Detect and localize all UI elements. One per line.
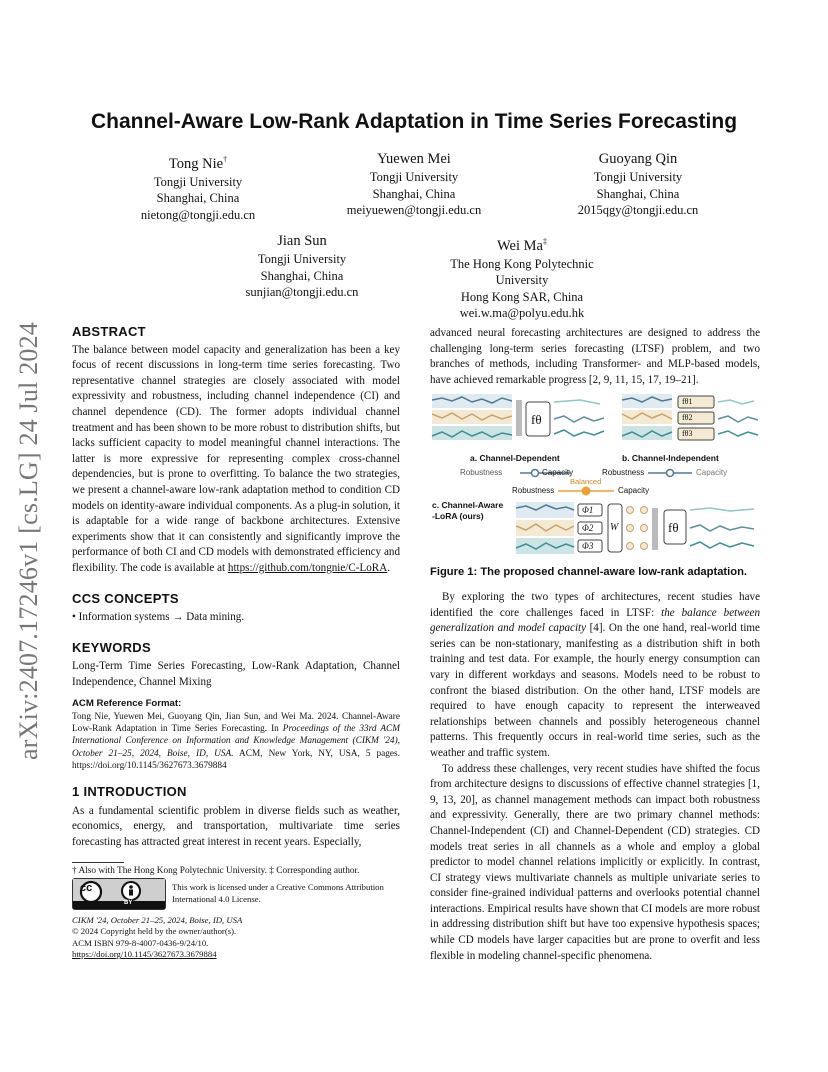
author-affiliation: Tongji University	[369, 170, 459, 184]
capacity-b: Capacity	[696, 468, 728, 477]
abstract-heading: ABSTRACT	[72, 324, 146, 339]
keywords-heading: KEYWORDS	[72, 639, 151, 655]
robustness-a: Robustness	[460, 468, 503, 477]
acm-ref-proceedings: Proceedings of the 33rd ACM International Conference on Information and Knowledge Management (CIKM '24), October 21–25, 2024, Boise, ID, USA.	[72, 724, 400, 759]
author-block-3	[538, 150, 738, 219]
panel-a-label: a. Channel-Dependent	[470, 453, 560, 463]
author-location: Shanghai, China	[156, 191, 240, 206]
panel-b-label: b. Channel-Independent	[622, 453, 719, 463]
cc-icon: cc	[80, 882, 93, 894]
author-location: Hong Kong SAR, China	[460, 289, 584, 304]
author-location: Shanghai, China	[372, 186, 456, 201]
by-icon: BY	[124, 900, 133, 906]
phi-2: Φ2	[582, 523, 594, 533]
f-theta-c: fθ	[668, 520, 679, 535]
author-mark: †	[223, 155, 228, 164]
copyright-line: © 2024 Copyright held by the owner/author(s).	[72, 926, 237, 937]
footnote-rule	[72, 862, 124, 863]
panel-a-inputs	[432, 394, 512, 440]
robustness-b: Robustness	[602, 468, 645, 477]
panel-b-inputs	[622, 394, 672, 440]
paper-title: Channel-Aware Low-Rank Adaptation in Time Series Forecasting	[90, 110, 738, 133]
acm-ref-doi: ACM, New York, NY, USA, 5 pages. https://doi.org/10.1145/3627673.3679884	[72, 748, 400, 771]
author-affiliation: Tongji University	[257, 252, 347, 266]
figure-caption: Figure 1: The proposed channel-aware low-rank adaptation.	[430, 566, 748, 578]
author-affiliation: Tongji University	[593, 170, 683, 184]
doi-link[interactable]: https://doi.org/10.1145/3627673.3679884	[72, 949, 217, 960]
panel-c-label-2: -LoRA (ours)	[432, 511, 484, 521]
conference-line: CIKM '24, October 21–25, 2024, Boise, ID, USA	[72, 915, 243, 925]
panel-c-inputs	[516, 502, 574, 554]
author-affiliation-line2: University	[495, 273, 549, 288]
f-theta-2: fθ2	[682, 413, 693, 422]
capacity-c: Capacity	[618, 486, 650, 495]
conference-info	[72, 915, 402, 961]
w-matrix: W	[610, 522, 619, 533]
right-paragraph-1b: [4]. On the one hand, real-world time series can be non-stationary, manifesting as a distribution shift in both training and test data. For example, the hourly energy consumption can vary in different workdays and seasons. Models need to be robust to confront the biased distribution. On the other hand, LTSF models are required to have enough capacity to represent the interweaved relationships between channels and possibly heterogeneous channel patterns. This frequently occurs in real-world time series, such as the weather and traffic system.	[430, 622, 760, 759]
author-affiliation: Tongji University	[153, 174, 243, 189]
author-name: Tong Nie	[168, 155, 224, 172]
ccs-heading: CCS CONCEPTS	[72, 590, 179, 606]
author-name: Guoyang Qin	[598, 151, 678, 167]
f-theta-a: fθ	[531, 412, 542, 427]
abstract-text: The balance between model capacity and generalization has been a key focus of recent discussions in long-term time series forecasting. Two representative channel strategies are closely associated with model expressivity and robustness, including channel independence (CI) and channel dependence (CD). The former adopts individual channel treatment and has been shown to be more robust to distribution shifts, but lacks sufficient capacity to model meaningful channel interactions. The latter is more expressive for representing complex cross-channel dependencies, but is prone to overfitting. To balance the two strategies, we present a channel-aware low-rank adaptation method to condition CD models on identity-aware individual components. As a plug-in solution, it is adaptable for a wide range of backbone architectures. Extensive experiments show that it can consistently and significantly improve the performance of both CI and CD models with demonstrated efficiency and flexibility. The code is available at	[72, 343, 400, 574]
license-text: This work is licensed under a Creative Commons Attribution International 4.0 License.	[172, 882, 384, 904]
intro-heading: 1 INTRODUCTION	[72, 784, 187, 800]
right-paragraph-1-italic: the balance between generalization and model capacity	[430, 606, 760, 635]
isbn-line: ACM ISBN 979-8-4007-0436-9/24/10.	[72, 937, 209, 948]
phi-1: Φ1	[582, 505, 594, 515]
right-paragraph-0: advanced neural forecasting architectures are designed to address the challenging long-term series forecasting (LTSF) problem, and two branches of methods, including Transformer- and MLP-based models, have achieved remarkable progress [2, 9, 11, 15, 17, 19–21].	[430, 327, 760, 386]
author-block-5	[422, 232, 622, 322]
author-email: sunjian@tongji.edu.cn	[245, 285, 359, 299]
author-block-1	[98, 150, 298, 223]
author-location: Shanghai, China	[596, 186, 680, 201]
f-theta-3: fθ3	[682, 429, 693, 438]
abstract-end: .	[387, 561, 390, 574]
author-affiliation: The Hong Kong Polytechnic	[450, 256, 594, 271]
right-paragraph-2: To address these challenges, very recent studies have shifted the focus from architecture designs to discussions of effective channel strategies [1, 9, 13, 20], as channel management methods can impact both robustness and expressivity. Generally, there are two primary channel methods: Channel-Independent (CI) and Channel-Dependent (CD) strategies. CD models treat series in all channels as a whole and employ a global predictor to model channel relations implicitly or explicitly. In contrast, CI strategy views multivariate channels as multiple univariate series to consider fine-grained individual patterns and overlooks potential channel interactions. Empirical results have shown that CI models are more robust in addressing distribution shift but have too expensive hypothesis spaces; while CD models have larger capacities but are prone to overfit and less flexible in modeling channel-specific phenomena.	[430, 762, 760, 962]
right-column-top	[430, 326, 760, 388]
author-email: meiyuewen@tongji.edu.cn	[346, 203, 482, 217]
footnote: † Also with The Hong Kong Polytechnic University. ‡ Corresponding author.	[72, 866, 360, 876]
acm-ref-text: Tong Nie, Yuewen Mei, Guoyang Qin, Jian Sun, and Wei Ma. 2024. Channel-Aware Low-Rank Adaptation in Time Series Forecasting. In	[72, 711, 400, 735]
author-name: Wei Ma	[497, 237, 543, 254]
author-mark: ‡	[542, 237, 547, 246]
author-email: 2015qgy@tongji.edu.cn	[577, 203, 699, 217]
author-location: Shanghai, China	[260, 268, 344, 283]
figure-1	[430, 392, 760, 560]
robustness-c: Robustness	[512, 486, 555, 495]
phi-3: Φ3	[582, 541, 594, 551]
author-email: nietong@tongji.edu.cn	[140, 207, 256, 222]
arxiv-identifier: arXiv:2407.17246v1 [cs.LG] 24 Jul 2024	[14, 322, 43, 760]
code-link[interactable]: https://github.com/tongnie/C-LoRA	[227, 561, 388, 574]
acm-ref-heading: ACM Reference Format:	[72, 698, 182, 710]
author-block-2	[314, 150, 514, 219]
balanced-label: Balanced	[570, 477, 602, 486]
right-paragraph-1a: By exploring the two types of architectures, recent studies have identified the core challenges faced in LTSF:	[430, 591, 760, 619]
author-name: Yuewen Mei	[377, 151, 451, 167]
panel-c-label: c. Channel-Aware	[432, 500, 504, 510]
keywords-text: Long-Term Time Series Forecasting, Low-Rank Adaptation, Channel Independence, Channel Mixing	[72, 660, 400, 688]
capacity-a: Capacity	[542, 468, 574, 477]
intro-paragraph: As a fundamental scientific problem in diverse fields such as weather, economics, energy, and transportation, multivariate time series forecasting has attracted great interest in recent years. Especially,	[72, 804, 400, 849]
left-column	[72, 324, 400, 851]
author-email: wei.w.ma@polyu.edu.hk	[459, 306, 585, 321]
author-name: Jian Sun	[277, 233, 327, 249]
f-theta-1: fθ1	[682, 397, 693, 406]
right-column-bottom	[430, 590, 760, 964]
author-block-4	[202, 232, 402, 301]
ccs-text: • Information systems → Data mining.	[72, 611, 245, 624]
